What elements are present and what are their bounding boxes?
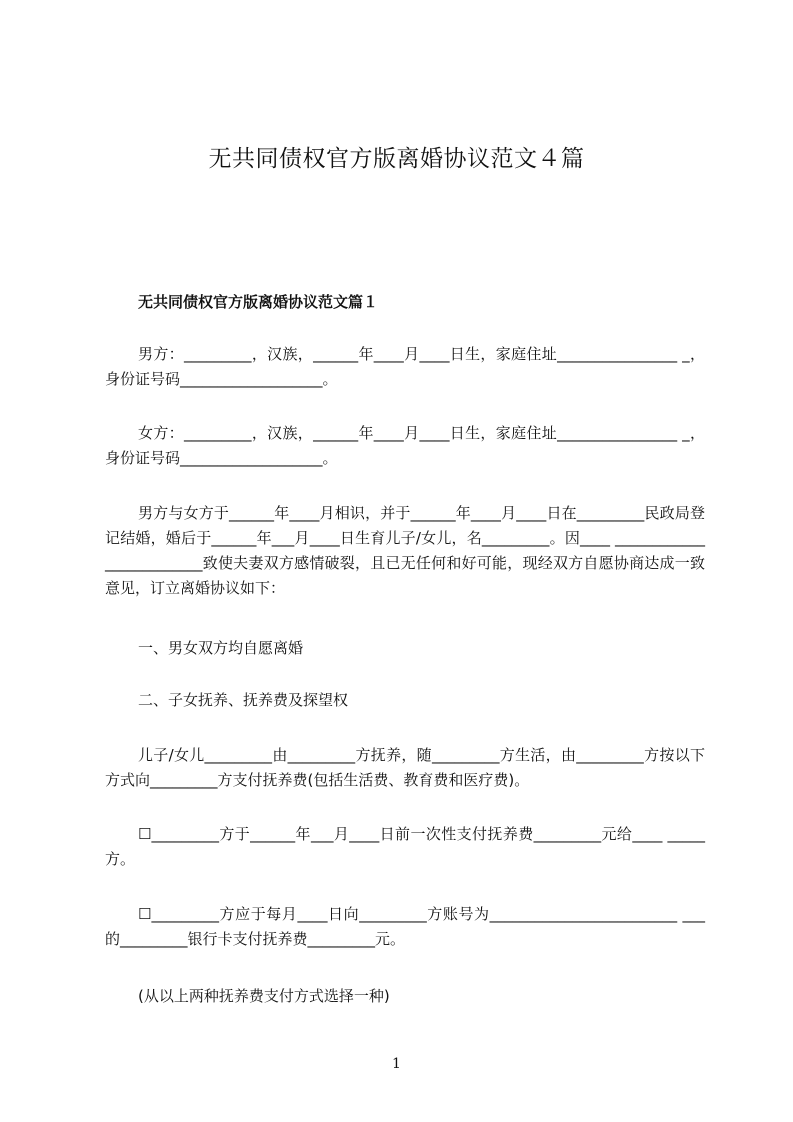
paragraph-marriage-history: 男方与女方于______年____月相识，并于______年____月____日在_________民政局登记结婚，婚后于______年___月____日生育儿子/女儿，名_________。因____ _________________________致使夫妻双方感情破裂，且已无任何和好可能，现经双方自愿协商达成一致意见，订立离婚协议如下：: [105, 504, 705, 597]
option-lump-sum-payment: ☐_________方于______年___月____日前一次性支付抚养费_________元给____ _____方。: [105, 825, 705, 868]
document-title: 无共同债权官方版离婚协议范文４篇: [208, 146, 585, 172]
clause-1-heading: 一、男女双方均自愿离婚: [138, 639, 304, 657]
section-heading: 无共同债权官方版离婚协议范文篇１: [138, 293, 379, 311]
option-monthly-payment: ☐_________方应于每月____日向_________方账号为_________________________ ___的_________银行卡支付抚养费_________元。: [105, 905, 705, 948]
paragraph-child-custody: 儿子/女儿_________由_________方抚养，随_________方生活，由_________方按以下方式向_________方支付抚养费(包括生活费、教育费和医疗费)。: [105, 746, 705, 789]
page-number: 1: [392, 1056, 401, 1072]
paragraph-female-party: 女方：_________，汉族，______年____月____日生，家庭住址________________ _，身份证号码___________________。: [105, 424, 705, 467]
paragraph-male-party: 男方：_________，汉族，______年____月____日生，家庭住址________________ _，身份证号码___________________。: [105, 345, 705, 388]
payment-choice-note: (从以上两种抚养费支付方式选择一种): [138, 987, 390, 1005]
clause-2-heading: 二、子女抚养、抚养费及探望权: [138, 691, 349, 709]
